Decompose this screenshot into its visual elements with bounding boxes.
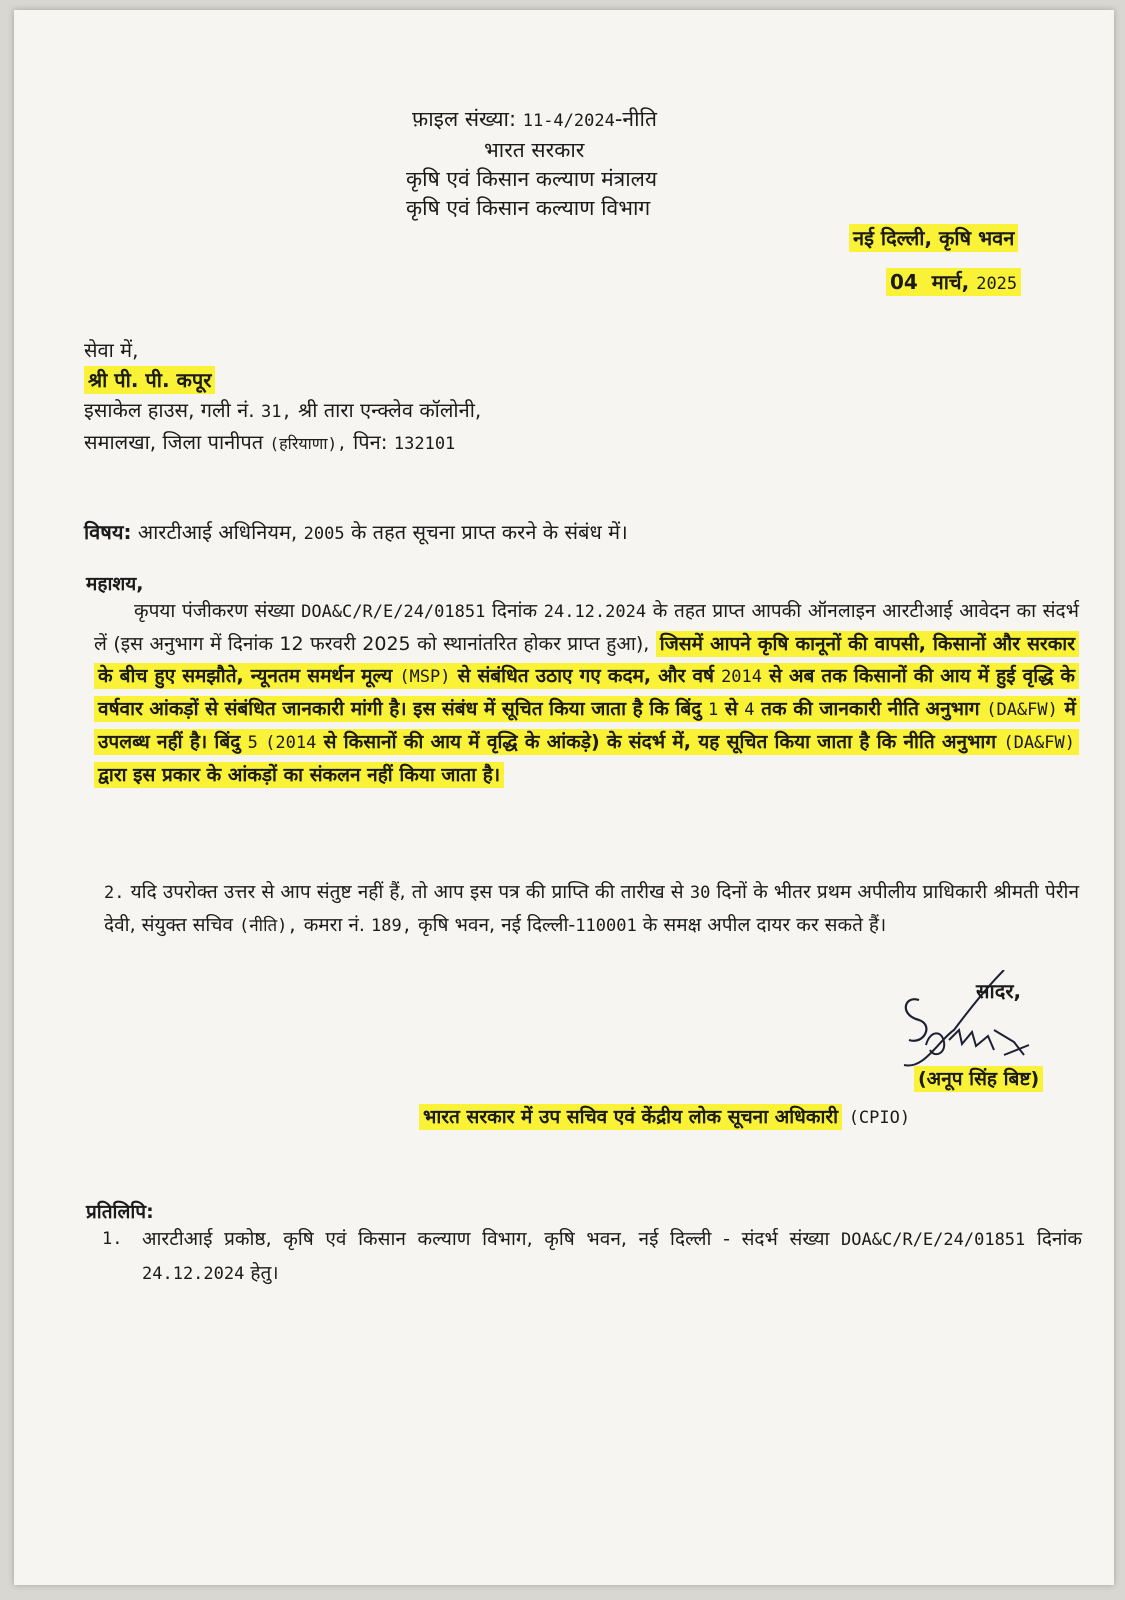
year-2014: 2014 — [721, 667, 763, 687]
p2-c: कमरा नं. — [303, 914, 365, 936]
government-line: भारत सरकार — [484, 138, 585, 162]
dafw-1: (DA&FW) — [986, 700, 1058, 720]
ministry-line: कृषि एवं किसान कल्याण मंत्रालय — [406, 167, 658, 191]
copy-text-c: हेतु। — [250, 1262, 279, 1284]
hl-d: से — [724, 698, 738, 720]
registration-date: 24.12.2024 — [543, 602, 647, 622]
copy-text-b: दिनांक — [1036, 1228, 1082, 1250]
to-line: सेवा में, — [84, 338, 139, 362]
copy-text-a: आरटीआई प्रकोष्ठ, कृषि एवं किसान कल्याण विभाग, कृषि भवन, नई दिल्ली - संदर्भ संख्या — [142, 1228, 830, 1250]
days: 30 — [689, 883, 711, 903]
p1-c: के तहत प्राप्त आपकी ऑनलाइन आरटीआई आवेदन का संदर्भ लें (इस अनुभाग में दिनांक 12 फरवरी 2025 को स्थानांतरित होकर प्राप्त हुआ), — [94, 600, 1079, 655]
copy-reference: DOA&C/R/E/24/01851 — [841, 1230, 1026, 1250]
point-5-year: (2014 — [265, 733, 317, 753]
department-line: कृषि एवं किसान कल्याण विभाग — [406, 196, 651, 220]
cpio: (CPIO) — [848, 1108, 911, 1128]
hl-c: से अब तक किसानों की आय में हुई वृद्धि के वर्षवार आंकड़ों से संबंधित जानकारी मांगी है। इस संबंध में सूचित किया जाता है कि बिंदु — [98, 665, 1075, 720]
msp: (MSP) — [399, 667, 451, 687]
date-line — [886, 268, 1021, 295]
address-1b: श्री तारा एन्क्लेव कॉलोनी, — [298, 398, 482, 422]
file-suffix: -नीति — [614, 107, 657, 131]
subject-text-a: आरटीआई अधिनियम, — [137, 520, 298, 544]
p2-b: दिनों के भीतर प्रथम अपीलीय प्राधिकारी श्रीमती पेरीन देवी, संयुक्त सचिव — [104, 881, 1080, 936]
designation-line — [419, 1103, 910, 1129]
signatory-name-line — [914, 1065, 1043, 1091]
room-number: 189, — [371, 916, 412, 936]
copy-date: 24.12.2024 — [142, 1264, 245, 1284]
p2-number: 2. — [104, 883, 125, 903]
place: नई दिल्ली, कृषि भवन — [849, 224, 1018, 252]
hl-f: में उपलब्ध नहीं है। बिंदु — [98, 698, 1076, 753]
registration-number: DOA&C/R/E/24/01851 — [301, 602, 486, 622]
hl-b: से संबंधित उठाए गए कदम, और वर्ष — [457, 665, 714, 687]
subject-label: विषय: — [84, 520, 132, 544]
p1-b: दिनांक — [492, 600, 538, 622]
subject-line — [84, 518, 628, 545]
point-5: 5 — [247, 733, 258, 753]
file-number: 11-4/2024 — [522, 111, 615, 131]
subject-year: 2005 — [303, 524, 345, 544]
addressee-name: श्री पी. पी. कपूर — [84, 366, 215, 394]
addressee-block — [84, 335, 481, 459]
copy-item — [102, 1223, 1082, 1291]
letter-page — [14, 10, 1114, 1585]
p2-e: के समक्ष अपील दायर कर सकते हैं। — [642, 914, 887, 936]
copy-item-number: 1. — [102, 1229, 123, 1249]
address-line-2 — [84, 427, 481, 459]
address-1-number: 31, — [260, 402, 292, 422]
signatory-name: (अनूप सिंह बिष्ट) — [914, 1066, 1043, 1092]
place-line — [849, 224, 1018, 251]
date-year: 2025 — [976, 274, 1018, 294]
address-1a: इसाकेल हाउस, गली नं. — [84, 398, 255, 422]
pin-code: 132101 — [393, 434, 456, 454]
date-highlight — [886, 268, 1021, 296]
subject-text-b: के तहत सूचना प्राप्त करने के संबंध में। — [350, 520, 628, 544]
p2-d: कृषि भवन, नई दिल्ली- — [418, 914, 576, 936]
salutation: महाशय, — [86, 573, 144, 595]
copy-item-text — [142, 1223, 1082, 1291]
address-state: (हरियाणा), — [269, 434, 347, 453]
copy-heading: प्रतिलिपि: — [86, 1201, 154, 1223]
hl-e: तक की जानकारी नीति अनुभाग — [761, 698, 980, 720]
file-number-line — [412, 105, 734, 136]
designation: भारत सरकार में उप सचिव एवं केंद्रीय लोक सूचना अधिकारी — [419, 1104, 842, 1130]
niti: (नीति), — [239, 916, 298, 936]
hl-a: जिसमें आपने कृषि कानूनों की वापसी, किसानों और सरकार के बीच हुए समझौते, न्यूनतम समर्थन मूल्य — [98, 633, 1075, 687]
date-day: 04 — [890, 270, 918, 294]
pin: 110001 — [575, 916, 637, 936]
body-paragraph-2 — [104, 876, 1079, 942]
p1-a: कृपया पंजीकरण संख्या — [134, 600, 295, 622]
closing: सादर, — [976, 979, 1022, 1003]
address-line-1 — [84, 395, 481, 427]
pin-label: पिन: — [353, 430, 388, 454]
date-month: मार्च, — [931, 270, 970, 294]
letter-header — [394, 105, 734, 223]
point-1: 1 — [707, 700, 719, 720]
p2-a: यदि उपरोक्त उत्तर से आप संतुष्ट नहीं हैं, तो आप इस पत्र की प्राप्ति की तारीख से — [130, 881, 684, 903]
address-2a: समालखा, जिला पानीपत — [84, 430, 264, 454]
file-label: फ़ाइल संख्या: — [412, 107, 517, 131]
hl-h: द्वारा इस प्रकार के आंकड़ों का संकलन नहीं किया जाता है। — [98, 764, 501, 786]
body-paragraph-1 — [94, 595, 1079, 791]
addressee-name-line — [84, 365, 481, 395]
point-4: 4 — [744, 700, 755, 720]
dafw-2: (DA&FW) — [1003, 733, 1075, 753]
hl-g: से किसानों की आय में वृद्धि के आंकड़े) के संदर्भ में, यह सूचित किया जाता है कि नीति अनुभाग — [323, 731, 997, 753]
